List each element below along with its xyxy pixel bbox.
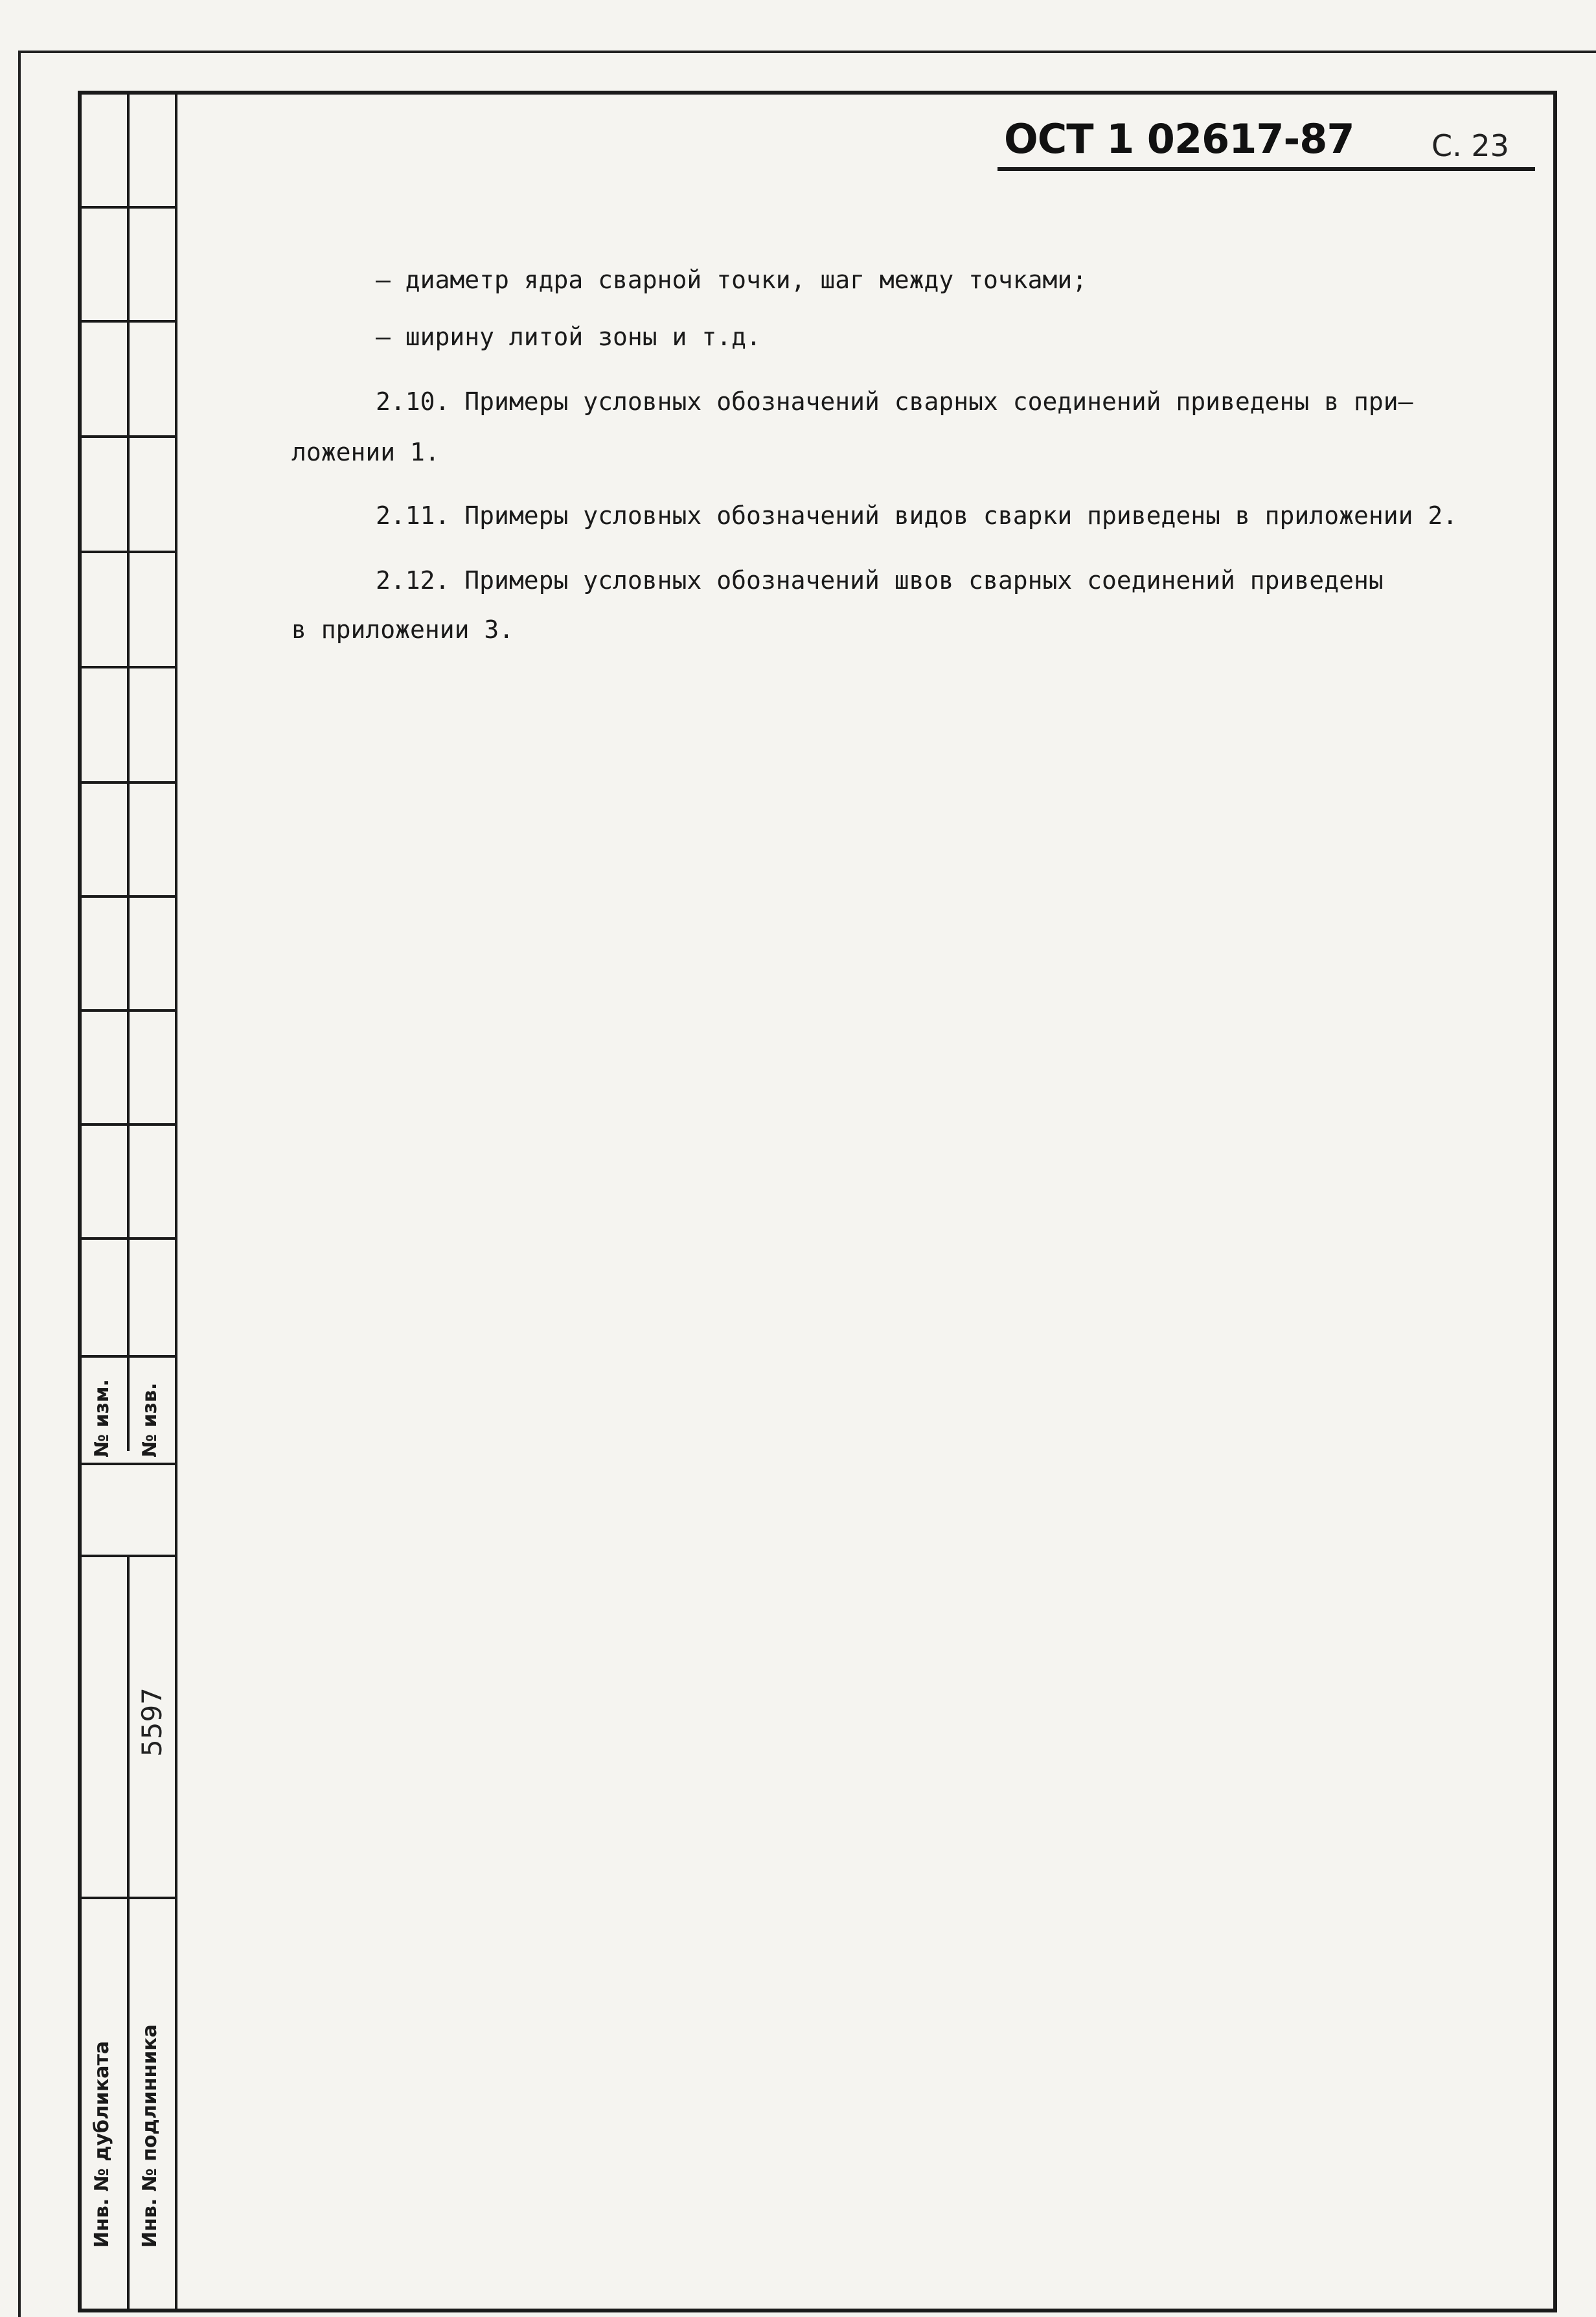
text-line: 2.12. Примеры условных обозначений швов сварных соединений приведены	[376, 566, 1384, 595]
stamp-row-line	[78, 206, 175, 209]
no-izm-label: № изм.	[91, 1379, 113, 1457]
stamp-row-line	[78, 666, 175, 668]
stamp-row-line	[78, 1355, 175, 1358]
inner-frame	[78, 91, 1557, 2312]
stamp-middle-divider	[127, 91, 130, 1451]
text-line: – ширину литой зоны и т.д.	[376, 323, 761, 351]
text-line: – диаметр ядра сварной точки, шаг между точками;	[376, 266, 1088, 294]
stamp-row-line	[78, 1237, 175, 1240]
page-number: С. 23	[1431, 128, 1509, 163]
stamp-right-border	[175, 91, 177, 2312]
stamp-left-border	[78, 91, 80, 2312]
standard-code: ОСТ 1 02617-87	[1004, 115, 1354, 163]
text-line: 2.10. Примеры условных обозначений сварных соединений приведены в при–	[376, 387, 1413, 416]
stamp-row-line	[78, 320, 175, 323]
stamp-row-line	[78, 1555, 175, 1557]
stamp-row-line	[78, 1897, 175, 1899]
inv-podlinnika-label: Инв. № подлинника	[139, 2024, 161, 2248]
inv-dublikata-label: Инв. № дубликата	[91, 2040, 113, 2248]
header-underline	[998, 167, 1535, 171]
stamp-row-line	[78, 1123, 175, 1126]
stamp-row-line	[78, 1463, 175, 1465]
text-line: ложении 1.	[291, 438, 440, 466]
stamp-row-line	[78, 551, 175, 553]
stamp-row-line	[78, 895, 175, 898]
stamp-row-line	[78, 781, 175, 784]
stamp-middle-divider-lower	[127, 1555, 130, 2312]
no-izv-label: № изв.	[139, 1382, 161, 1457]
text-line: в приложении 3.	[291, 615, 514, 644]
inv-podlinnika-value: 5597	[136, 1687, 168, 1757]
stamp-row-line	[78, 1009, 175, 1012]
text-line: 2.11. Примеры условных обозначений видов сварки приведены в приложении 2.	[376, 501, 1458, 530]
stamp-row-line	[78, 435, 175, 438]
